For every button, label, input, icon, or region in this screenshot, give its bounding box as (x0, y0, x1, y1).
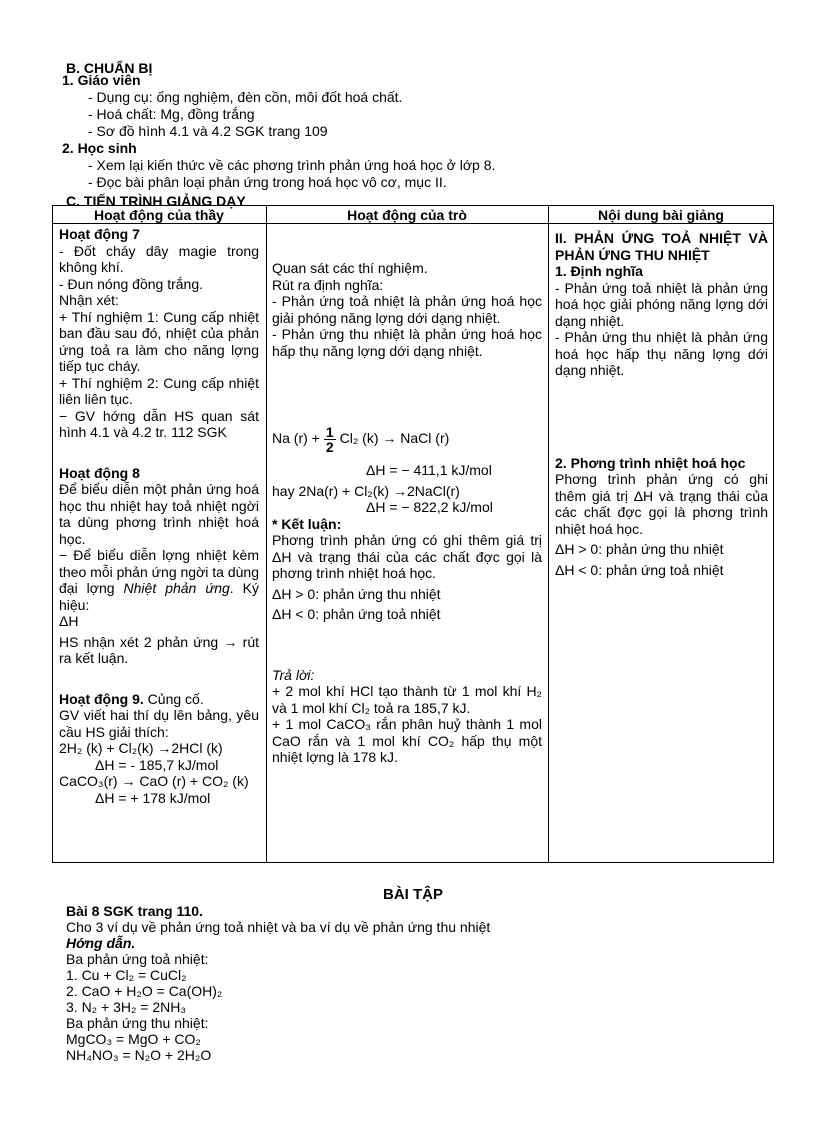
content-def: - Phản ứng toả nhiệt là phản ứng hoá học giải phóng năng lợng dới dạng nhiệt. (555, 279, 768, 329)
student-equation-1 (272, 425, 542, 454)
student-column (272, 260, 542, 766)
student-delta: ΔH = − 411,1 kJ/mol (366, 462, 492, 478)
definition-title: 1. Định nghĩa (555, 263, 643, 279)
content-endothermic: ΔH > 0: phản ứng thu nhiệt (555, 541, 724, 557)
activity-8-title: Hoạt động 8 (59, 464, 140, 481)
half-fraction (324, 425, 336, 454)
student-equation-2: hay 2Na(r) + Cl₂(k) →2NaCl(r) (272, 482, 460, 499)
student-item: - Xem lại kiến thức về các phơng trình phản ứng hoá học ở lớp 8. (88, 157, 496, 173)
teacher-item: - Sơ đồ hình 4.1 và 4.2 SGK trang 109 (88, 123, 328, 139)
exothermic-reaction: 3. N₂ + 3H₂ = 2NH₃ (66, 999, 187, 1015)
answer-2: + 1 mol CaCO₃ rắn phân huỷ thành 1 mol CaO rắn và 1 mol khí CO₂ hấp thụ một nhiệt lợng là 178 kJ. (272, 716, 542, 765)
activity-9-equation: CaCO₃(r) → CaO (r) + CO₂ (k) (59, 773, 249, 789)
student-delta: ΔH = − 822,2 kJ/mol (366, 499, 493, 515)
activity-8-text-b: . Ký hiệu: (59, 580, 259, 613)
teacher-column (59, 226, 259, 806)
exothermic-reaction: 1. Cu + Cl₂ = CuCl₂ (66, 967, 187, 983)
problem-title: Bài 8 SGK trang 110. (66, 903, 203, 919)
activity-8-text (59, 547, 259, 613)
exercises-heading: BÀI TẬP (383, 886, 443, 903)
frac-den: 2 (325, 439, 334, 455)
exothermic-rule: ΔH < 0: phản ứng toả nhiệt (272, 606, 441, 622)
conclusion-text: Phơng trình phản ứng có ghi thêm giá trị ΔH và trạng thái của các chất đợc gọi là phơng trình nhiệt hoá học. (272, 532, 542, 581)
conclusion-title: * Kết luận: (272, 515, 342, 532)
activity-7-title: Hoạt động 7 (59, 226, 140, 242)
activity-9-delta: ΔH = - 185,7 kJ/mol (95, 756, 219, 773)
activity-7-line: + Thí nghiệm 1: Cung cấp nhiệt ban đầu sau đó, nhiệt của phản ứng toả ra làm cho năng lợng tiếp tục cháy. (59, 308, 259, 374)
student-def: - Phản ứng thu nhiệt là phản ứng hoá học hấp thụ năng lợng dới dạng nhiệt. (272, 326, 542, 359)
content-def: - Phản ứng thu nhiệt là phản ứng hoá học hấp thụ năng lợng dới dạng nhiệt. (555, 329, 768, 378)
exothermic-heading: Ba phản ứng toả nhiệt: (66, 951, 209, 967)
thermo-equation-text: Phơng trình phản ứng có ghi thêm giá trị ΔH và trạng thái của các chất đợc gọi là phơng trình nhiệt hoá học. (555, 471, 768, 537)
problem-text: Cho 3 ví dụ về phản ứng toả nhiệt và ba ví dụ về phản ứng thu nhiệt (66, 919, 491, 935)
activity-9-title-rest: Củng cố. (143, 690, 204, 707)
activity-9-heading (59, 691, 259, 708)
content-section-title: II. PHẢN ỨNG TOẢ NHIỆT VÀ PHẢN ỨNG THU NHIỆT (555, 230, 768, 263)
activity-9-title: Hoạt động 9. (59, 690, 144, 707)
student-def: - Phản ứng toả nhiệt là phản ứng hoá học giải phóng năng lợng dới dạng nhiệt. (272, 293, 542, 326)
guide-title: Hớng dẫn. (66, 935, 136, 951)
reaction-heat-term: Nhiệt phản ứng (123, 580, 230, 596)
activity-9-delta: ΔH = + 178 kJ/mol (95, 789, 211, 806)
header-student: Hoạt động của trò (347, 207, 467, 223)
endothermic-reaction: MgCO₃ = MgO + CO₂ (66, 1031, 201, 1047)
endothermic-rule: ΔH > 0: phản ứng thu nhiệt (272, 585, 441, 602)
student-def-intro: Rút ra định nghĩa: (272, 276, 384, 293)
header-divider (52, 223, 774, 224)
activity-7-line: - Đun nóng đồng trắng. (59, 275, 203, 292)
header-teacher: Hoạt động của thầy (94, 207, 224, 223)
activity-7-line: Nhận xét: (59, 292, 119, 308)
student-observe: Quan sát các thí nghiệm. (272, 260, 428, 276)
teacher-subheading: 1. Giáo viên (62, 72, 141, 88)
column-divider (266, 205, 267, 863)
student-item: - Đọc bài phân loại phản ứng trong hoá học vô cơ, mục II. (88, 174, 447, 190)
column-divider (548, 205, 549, 863)
activity-9-text: GV viết hai thí dụ lên bảng, yêu cầu HS giải thích: (59, 707, 259, 740)
eq-right: Cl₂ (k) → NaCl (r) (339, 430, 450, 447)
activity-7-line: - Đốt cháy dây magie trong không khí. (59, 242, 259, 275)
activity-7-line: − GV hớng dẫn HS quan sát hình 4.1 và 4.2 tr. 112 SGK (59, 407, 259, 440)
endothermic-heading: Ba phản ứng thu nhiệt: (66, 1015, 209, 1031)
section-b-heading: B. CHUẨN BỊ (66, 60, 153, 76)
teacher-item: - Hoá chất: Mg, đồng trắng (88, 106, 255, 122)
answer-title: Trả lời: (272, 666, 315, 683)
exothermic-reaction: 2. CaO + H₂O = Ca(OH)₂ (66, 983, 223, 999)
answer-1: + 2 mol khí HCl tạo thành từ 1 mol khí H₂ và 1 mol khí Cl₂ toả ra 185,7 kJ. (272, 683, 542, 716)
activity-9-equation: 2H₂ (k) + Cl₂(k) →2HCl (k) (59, 740, 223, 756)
header-content: Nội dung bài giảng (598, 207, 724, 223)
activity-8-text: HS nhận xét 2 phản ứng → rút ra kết luận. (59, 633, 259, 666)
student-subheading: 2. Học sinh (62, 140, 137, 156)
content-column (555, 230, 768, 578)
frac-num: 1 (325, 424, 334, 440)
eq-left: Na (r) + (272, 430, 320, 447)
teacher-item: - Dụng cụ: ống nghiệm, đèn cồn, môi đốt hoá chất. (88, 89, 403, 105)
delta-h-symbol: ΔH (59, 613, 79, 629)
section-c-heading: C. TIẾN TRÌNH GIẢNG DẠY (66, 193, 246, 209)
content-exothermic: ΔH < 0: phản ứng toả nhiệt (555, 561, 724, 578)
endothermic-reaction: NH₄NO₃ = N₂O + 2H₂O (66, 1047, 212, 1063)
activity-8-text-a: − Để biểu diễn lợng nhiệt kèm theo mỗi phản ứng ngời ta dùng đại lợng (59, 547, 259, 596)
activity-8-text: Để biểu diễn một phản ứng hoá học thu nhiệt hay toả nhiệt ngời ta dùng phơng trình nhiệt hoá học. (59, 481, 259, 547)
thermo-equation-title: 2. Phơng trình nhiệt hoá học (555, 454, 746, 471)
activity-7-line: + Thí nghiệm 2: Cung cấp nhiệt liên liên tục. (59, 374, 259, 407)
